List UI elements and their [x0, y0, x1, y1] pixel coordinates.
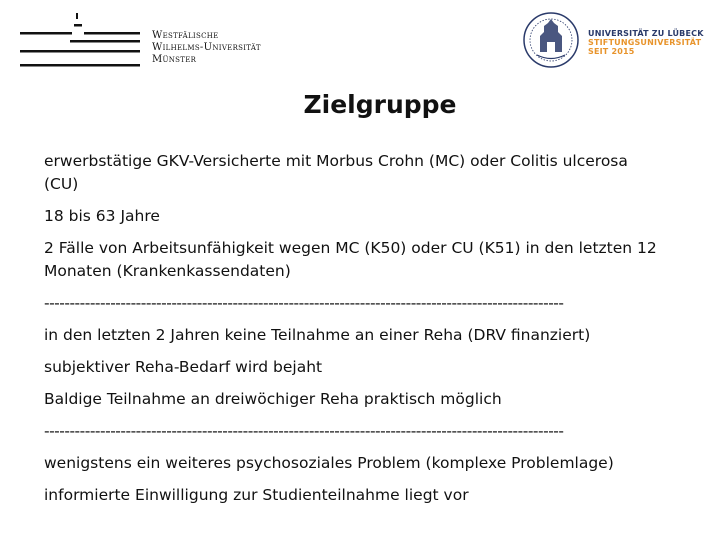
criterion-employment: erwerbstätige GKV-Versicherte mit Morbus Crohn (MC) oder Colitis ulcerosa (CU): [44, 152, 628, 193]
luebeck-line-3: SEIT 2015: [588, 47, 635, 56]
criterion-psychosocial-problem: wenigstens ein weiteres psychosoziales Problem (komplexe Problemlage): [44, 454, 614, 472]
wwu-line-3: Münster: [152, 54, 197, 65]
dashed-divider: ------------------------------------------------------------------------------------------------------: [44, 294, 564, 312]
criterion-no-prior-rehab: in den letzten 2 Jahren keine Teilnahme an einer Reha (DRV finanziert): [44, 326, 591, 344]
criterion-age: 18 bis 63 Jahre: [44, 207, 160, 225]
criterion-sick-leave: 2 Fälle von Arbeitsunfähigkeit wegen MC (K50) oder CU (K51) in den letzten 12 Monaten (Krankenkassendaten): [44, 239, 657, 280]
luebeck-line-1: UNIVERSITÄT ZU LÜBECK: [588, 29, 704, 38]
luebeck-wordmark: [588, 29, 704, 56]
wwu-cathedral-mark-icon: [18, 10, 146, 72]
criterion-informed-consent: informierte Einwilligung zur Studienteilnahme liegt vor: [44, 486, 469, 504]
wwu-line-2: Wilhelms-Universität: [152, 42, 261, 53]
luebeck-logo: [522, 10, 712, 70]
criterion-participation-possible: Baldige Teilnahme an dreiwöchiger Reha praktisch möglich: [44, 390, 502, 408]
slide-title: Zielgruppe: [303, 90, 457, 119]
wwu-logo: [18, 10, 278, 72]
luebeck-line-2: STIFTUNGSUNIVERSITÄT: [588, 38, 702, 47]
luebeck-university-seal-icon: [522, 10, 580, 70]
wwu-wordmark: [152, 30, 261, 66]
criterion-subjective-need: subjektiver Reha-Bedarf wird bejaht: [44, 358, 323, 376]
dashed-divider: ------------------------------------------------------------------------------------------------------: [44, 422, 564, 440]
wwu-line-1: Westfälische: [152, 30, 219, 41]
criteria-list: [44, 150, 664, 516]
